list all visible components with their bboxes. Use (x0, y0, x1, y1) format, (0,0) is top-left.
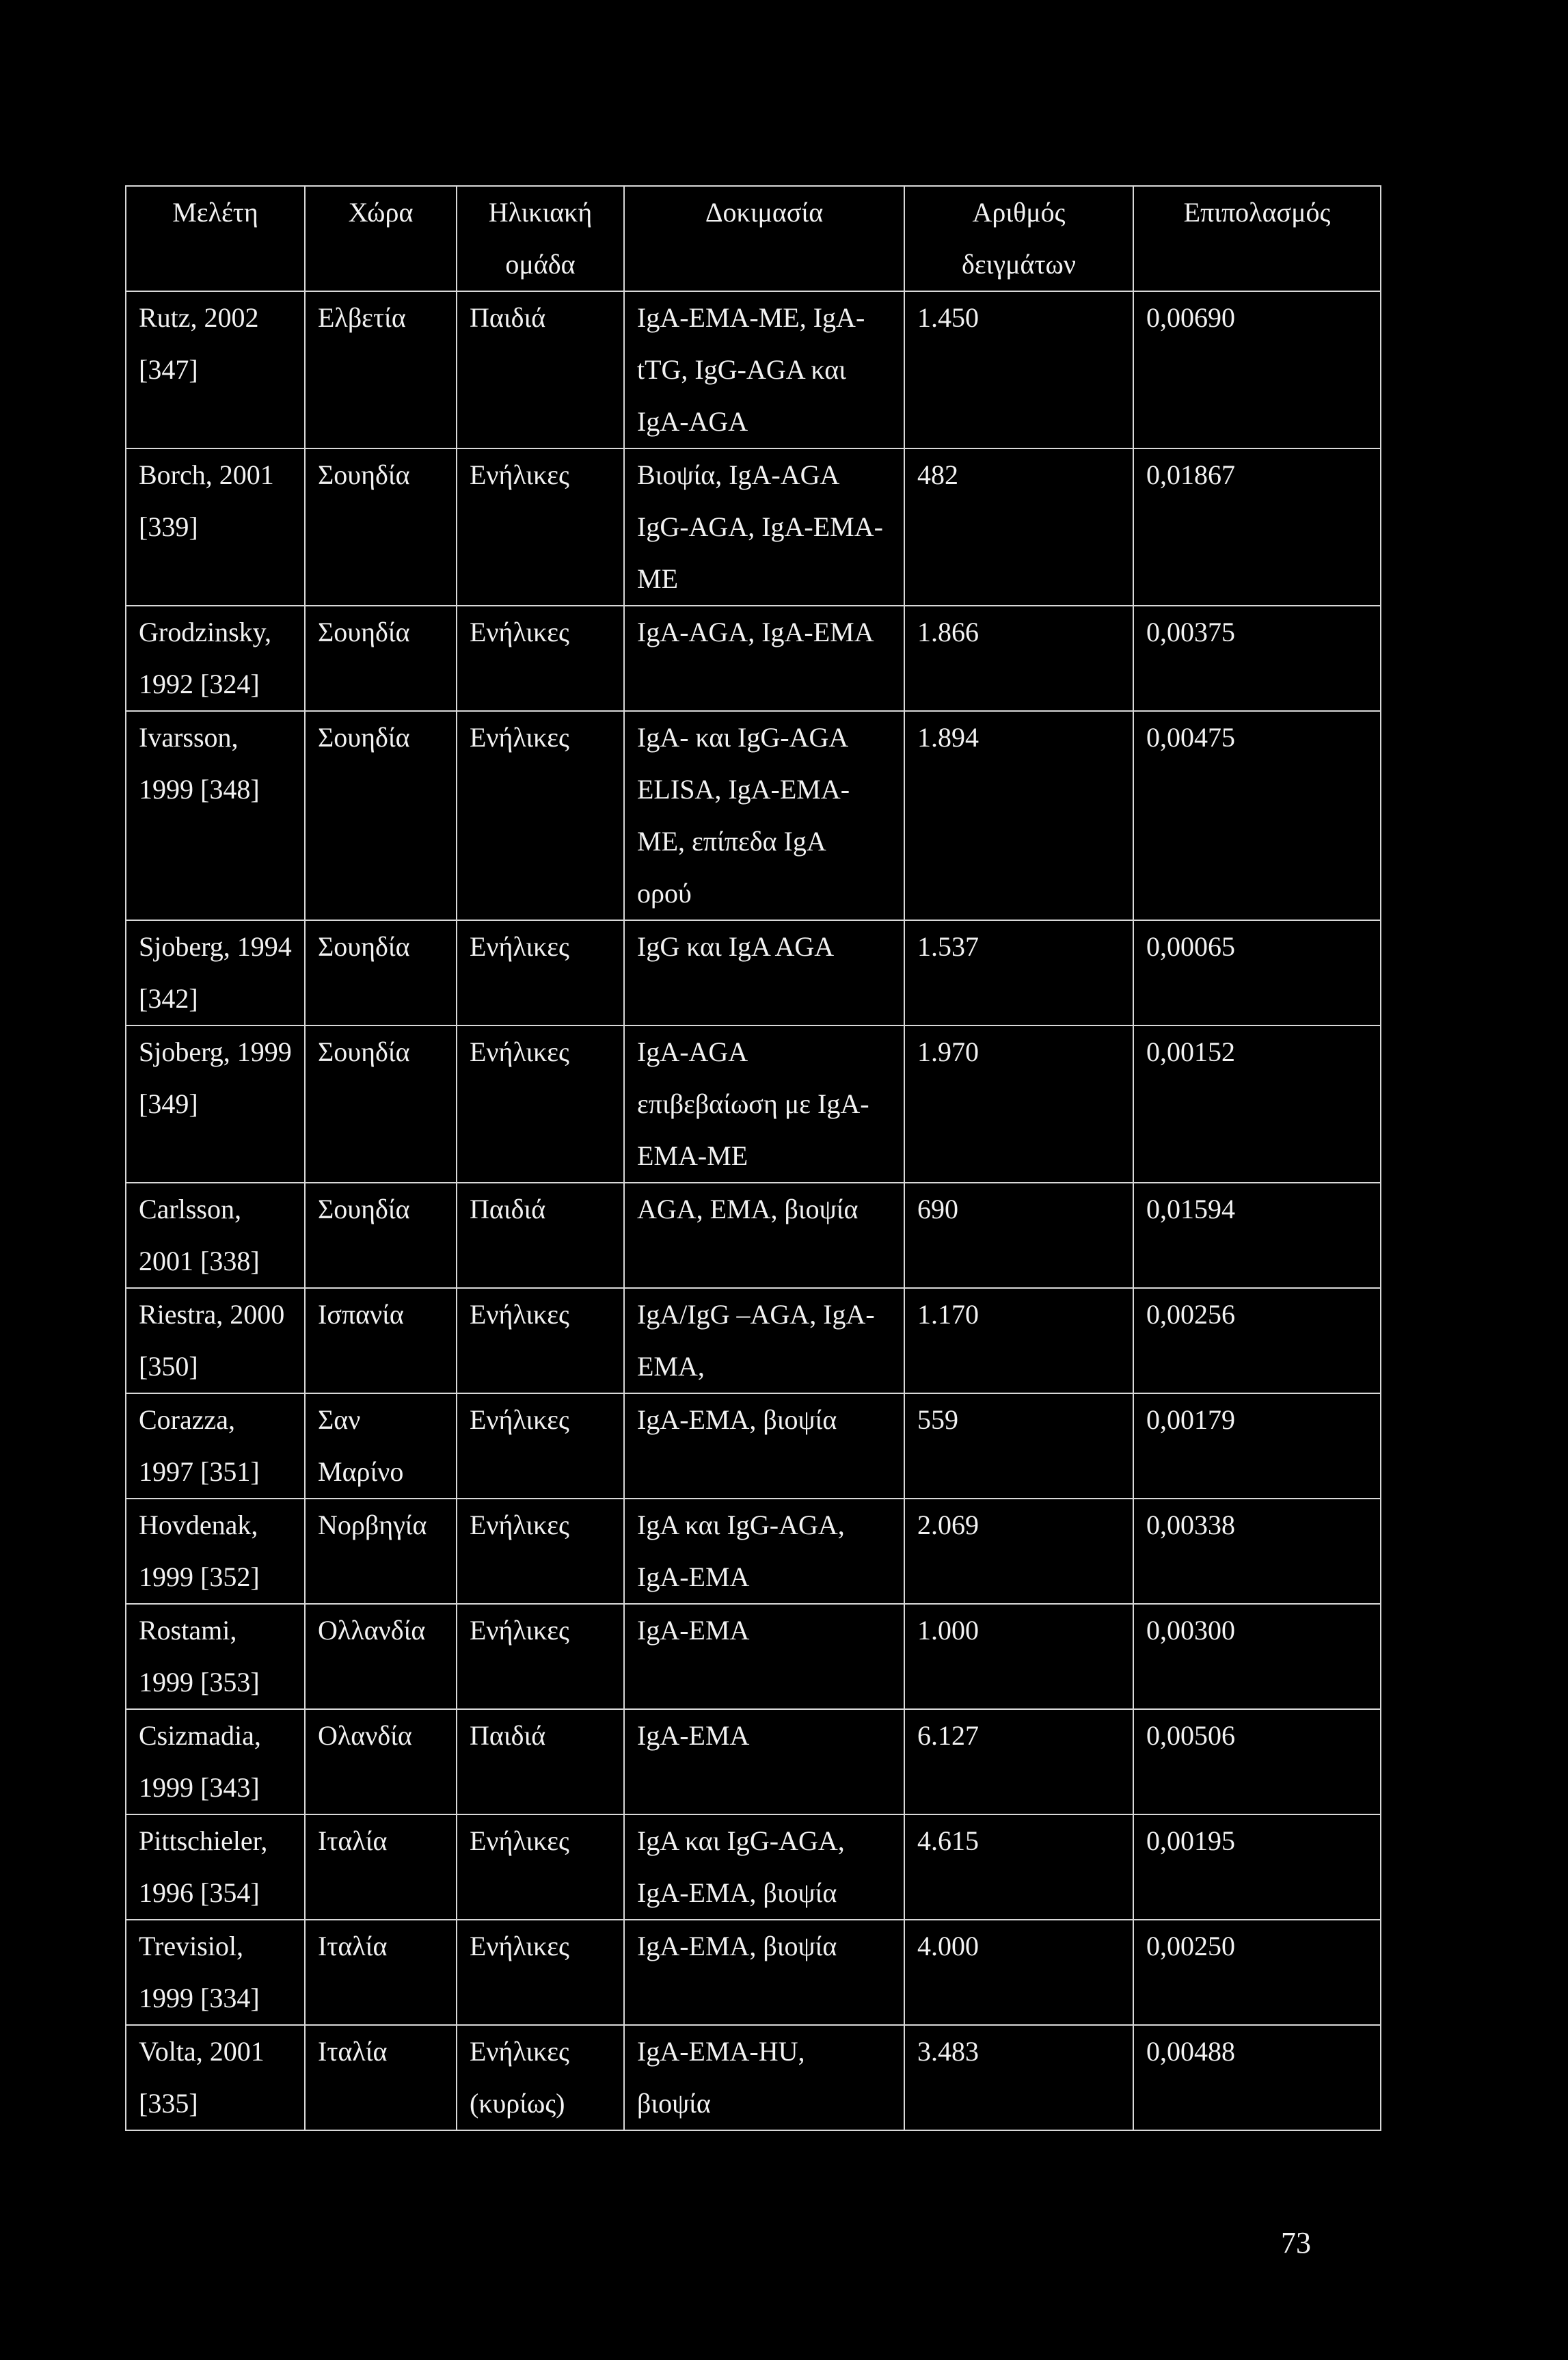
cell-age-group: Ενήλικες (457, 920, 624, 1025)
cell-country: Ισπανία (305, 1288, 457, 1393)
cell-study: Corazza, 1997 [351] (126, 1393, 305, 1499)
cell-prevalence: 0,00179 (1133, 1393, 1381, 1499)
cell-country: Σουηδία (305, 1025, 457, 1183)
cell-age-group: Ενήλικες (κυρίως) (457, 2025, 624, 2130)
cell-age-group: Παιδιά (457, 1709, 624, 1814)
cell-age-group: Ενήλικες (457, 1604, 624, 1709)
cell-age-group: Παιδιά (457, 291, 624, 448)
cell-prevalence: 0,00488 (1133, 2025, 1381, 2130)
table-row (126, 1393, 1381, 1499)
cell-test: IgA-EMA-HU, βιοψία (624, 2025, 904, 2130)
cell-country: Ιταλία (305, 1814, 457, 1920)
cell-country: Νορβηγία (305, 1499, 457, 1604)
prevalence-table (125, 185, 1381, 2131)
table-body (126, 291, 1381, 2130)
cell-country: Σουηδία (305, 920, 457, 1025)
cell-prevalence: 0,00475 (1133, 711, 1381, 920)
cell-sample-count: 6.127 (904, 1709, 1133, 1814)
cell-prevalence: 0,01867 (1133, 448, 1381, 606)
table-row (126, 1709, 1381, 1814)
cell-sample-count: 1.866 (904, 606, 1133, 711)
cell-age-group: Ενήλικες (457, 1288, 624, 1393)
cell-study: Rutz, 2002 [347] (126, 291, 305, 448)
table-header-row (126, 186, 1381, 291)
header-test: Δοκιμασία (624, 186, 904, 291)
cell-sample-count: 559 (904, 1393, 1133, 1499)
table-row (126, 1288, 1381, 1393)
cell-prevalence: 0,00338 (1133, 1499, 1381, 1604)
cell-study: Csizmadia, 1999 [343] (126, 1709, 305, 1814)
cell-study: Pittschieler, 1996 [354] (126, 1814, 305, 1920)
cell-test: IgA-EMA, βιοψία (624, 1393, 904, 1499)
cell-prevalence: 0,00250 (1133, 1920, 1381, 2025)
cell-country: Σουηδία (305, 606, 457, 711)
table-row (126, 1814, 1381, 1920)
cell-prevalence: 0,00506 (1133, 1709, 1381, 1814)
cell-sample-count: 690 (904, 1183, 1133, 1288)
cell-test: IgG και IgA AGA (624, 920, 904, 1025)
cell-prevalence: 0,00375 (1133, 606, 1381, 711)
cell-age-group: Ενήλικες (457, 448, 624, 606)
page-number: 73 (1281, 2226, 1311, 2260)
cell-age-group: Ενήλικες (457, 1393, 624, 1499)
cell-test: IgA-EMA (624, 1604, 904, 1709)
table-row (126, 1499, 1381, 1604)
cell-age-group: Ενήλικες (457, 1499, 624, 1604)
table-row (126, 606, 1381, 711)
table-row (126, 291, 1381, 448)
cell-test: IgA-AGA, IgA-EMA (624, 606, 904, 711)
cell-sample-count: 482 (904, 448, 1133, 606)
cell-sample-count: 1.170 (904, 1288, 1133, 1393)
cell-country: Σαν Μαρίνο (305, 1393, 457, 1499)
cell-country: Σουηδία (305, 711, 457, 920)
table-row (126, 1183, 1381, 1288)
cell-age-group: Ενήλικες (457, 1814, 624, 1920)
cell-study: Hovdenak, 1999 [352] (126, 1499, 305, 1604)
cell-sample-count: 1.970 (904, 1025, 1133, 1183)
cell-sample-count: 3.483 (904, 2025, 1133, 2130)
cell-sample-count: 1.894 (904, 711, 1133, 920)
cell-sample-count: 1.450 (904, 291, 1133, 448)
cell-country: Ελβετία (305, 291, 457, 448)
cell-age-group: Ενήλικες (457, 711, 624, 920)
cell-prevalence: 0,00195 (1133, 1814, 1381, 1920)
cell-study: Rostami, 1999 [353] (126, 1604, 305, 1709)
header-country: Χώρα (305, 186, 457, 291)
cell-country: Ιταλία (305, 1920, 457, 2025)
cell-country: Ολανδία (305, 1709, 457, 1814)
cell-test: IgA- και IgG-AGA ELISA, IgA-EMA- ME, επίπεδα IgA ορού (624, 711, 904, 920)
cell-prevalence: 0,00256 (1133, 1288, 1381, 1393)
cell-test: IgA και IgG-AGA, IgA-EMA (624, 1499, 904, 1604)
cell-sample-count: 2.069 (904, 1499, 1133, 1604)
table-row (126, 448, 1381, 606)
cell-age-group: Ενήλικες (457, 1025, 624, 1183)
cell-sample-count: 4.000 (904, 1920, 1133, 2025)
header-study: Μελέτη (126, 186, 305, 291)
cell-prevalence: 0,00300 (1133, 1604, 1381, 1709)
cell-prevalence: 0,00065 (1133, 920, 1381, 1025)
cell-country: Ολλανδία (305, 1604, 457, 1709)
table-row (126, 920, 1381, 1025)
cell-study: Grodzinsky, 1992 [324] (126, 606, 305, 711)
cell-study: Carlsson, 2001 [338] (126, 1183, 305, 1288)
cell-age-group: Ενήλικες (457, 1920, 624, 2025)
cell-test: IgA-EMA (624, 1709, 904, 1814)
cell-test: IgA-EMA, βιοψία (624, 1920, 904, 2025)
cell-study: Ivarsson, 1999 [348] (126, 711, 305, 920)
table-row (126, 1025, 1381, 1183)
cell-study: Riestra, 2000 [350] (126, 1288, 305, 1393)
cell-country: Σουηδία (305, 1183, 457, 1288)
cell-test: AGA, EMA, βιοψία (624, 1183, 904, 1288)
cell-sample-count: 1.537 (904, 920, 1133, 1025)
cell-study: Sjoberg, 1994 [342] (126, 920, 305, 1025)
table-row (126, 1604, 1381, 1709)
cell-study: Volta, 2001 [335] (126, 2025, 305, 2130)
cell-prevalence: 0,01594 (1133, 1183, 1381, 1288)
cell-study: Sjoberg, 1999 [349] (126, 1025, 305, 1183)
cell-prevalence: 0,00690 (1133, 291, 1381, 448)
cell-test: Βιοψία, IgA-AGA IgG-AGA, IgA-EMA- ME (624, 448, 904, 606)
cell-test: IgA και IgG-AGA, IgA-EMA, βιοψία (624, 1814, 904, 1920)
header-sample-count: Αριθμός δειγμάτων (904, 186, 1133, 291)
cell-country: Σουηδία (305, 448, 457, 606)
cell-test: IgA/IgG –AGA, IgA- EMA, (624, 1288, 904, 1393)
cell-prevalence: 0,00152 (1133, 1025, 1381, 1183)
cell-test: IgA-EMA-ME, IgA- tTG, IgG-AGA και IgA-AGA (624, 291, 904, 448)
cell-sample-count: 4.615 (904, 1814, 1133, 1920)
header-prevalence: Επιπολασμός (1133, 186, 1381, 291)
cell-study: Borch, 2001 [339] (126, 448, 305, 606)
cell-age-group: Παιδιά (457, 1183, 624, 1288)
cell-sample-count: 1.000 (904, 1604, 1133, 1709)
table-row (126, 2025, 1381, 2130)
cell-country: Ιταλία (305, 2025, 457, 2130)
table-row (126, 1920, 1381, 2025)
cell-age-group: Ενήλικες (457, 606, 624, 711)
header-age-group: Ηλικιακή ομάδα (457, 186, 624, 291)
cell-test: IgA-AGA επιβεβαίωση με IgA- EMA-ME (624, 1025, 904, 1183)
table-row (126, 711, 1381, 920)
cell-study: Trevisiol, 1999 [334] (126, 1920, 305, 2025)
